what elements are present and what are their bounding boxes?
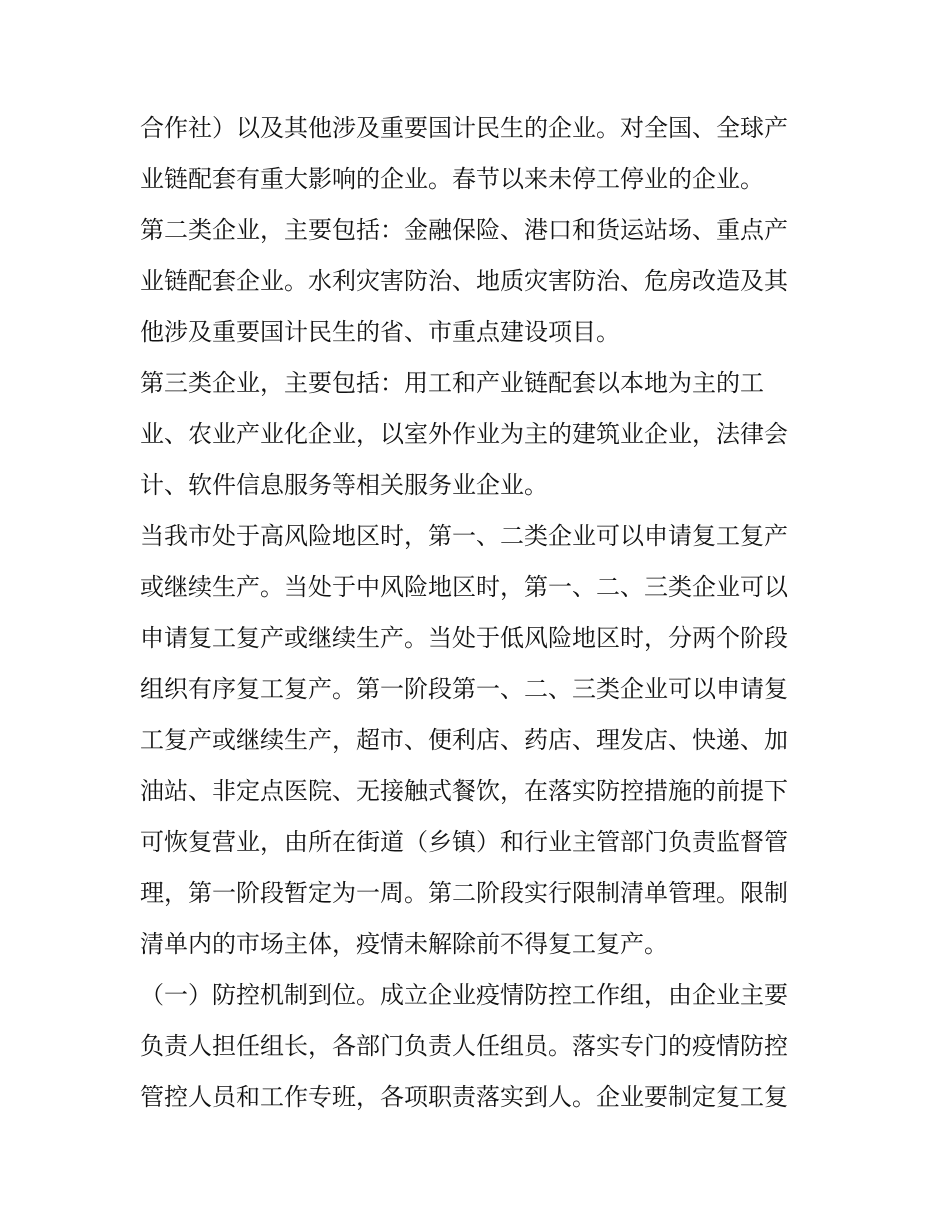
- text-line: 业链配套企业。水利灾害防治、地质灾害防治、危房改造及其: [140, 267, 788, 295]
- text-line: 合作社）以及其他涉及重要国计民生的企业。对全国、全球产: [140, 114, 788, 142]
- text-line: 或继续生产。当处于中风险地区时，第一、二、三类企业可以: [140, 573, 788, 601]
- text-line: 第二类企业，主要包括：金融保险、港口和货运站场、重点产: [140, 216, 788, 244]
- text-line: 油站、非定点医院、无接触式餐饮，在落实防控措施的前提下: [140, 777, 788, 805]
- text-line: 清单内的市场主体，疫情未解除前不得复工复产。: [140, 930, 668, 958]
- text-line: 可恢复营业，由所在街道（乡镇）和行业主管部门负责监督管: [140, 828, 788, 856]
- text-line: 业链配套有重大影响的企业。春节以来未停工停业的企业。: [140, 165, 764, 193]
- text-line: 管控人员和工作专班，各项职责落实到人。企业要制定复工复: [140, 1083, 788, 1111]
- text-line: 他涉及重要国计民生的省、市重点建设项目。: [140, 318, 620, 346]
- text-line: 第三类企业，主要包括：用工和产业链配套以本地为主的工: [140, 369, 764, 397]
- text-line: 理，第一阶段暂定为一周。第二阶段实行限制清单管理。限制: [140, 879, 788, 907]
- text-line: 当我市处于高风险地区时，第一、二类企业可以申请复工复产: [140, 522, 788, 550]
- text-line: 负责人担任组长，各部门负责人任组员。落实专门的疫情防控: [140, 1032, 788, 1060]
- text-line: 计、软件信息服务等相关服务业企业。: [140, 471, 548, 499]
- text-line: 组织有序复工复产。第一阶段第一、二、三类企业可以申请复: [140, 675, 788, 703]
- text-line: （一）防控机制到位。成立企业疫情防控工作组，由企业主要: [140, 981, 788, 1009]
- text-line: 工复产或继续生产，超市、便利店、药店、理发店、快递、加: [140, 726, 788, 754]
- document-body: [140, 103, 820, 1123]
- text-line: 业、农业产业化企业，以室外作业为主的建筑业企业，法律会: [140, 420, 788, 448]
- text-line: 申请复工复产或继续生产。当处于低风险地区时，分两个阶段: [140, 624, 788, 652]
